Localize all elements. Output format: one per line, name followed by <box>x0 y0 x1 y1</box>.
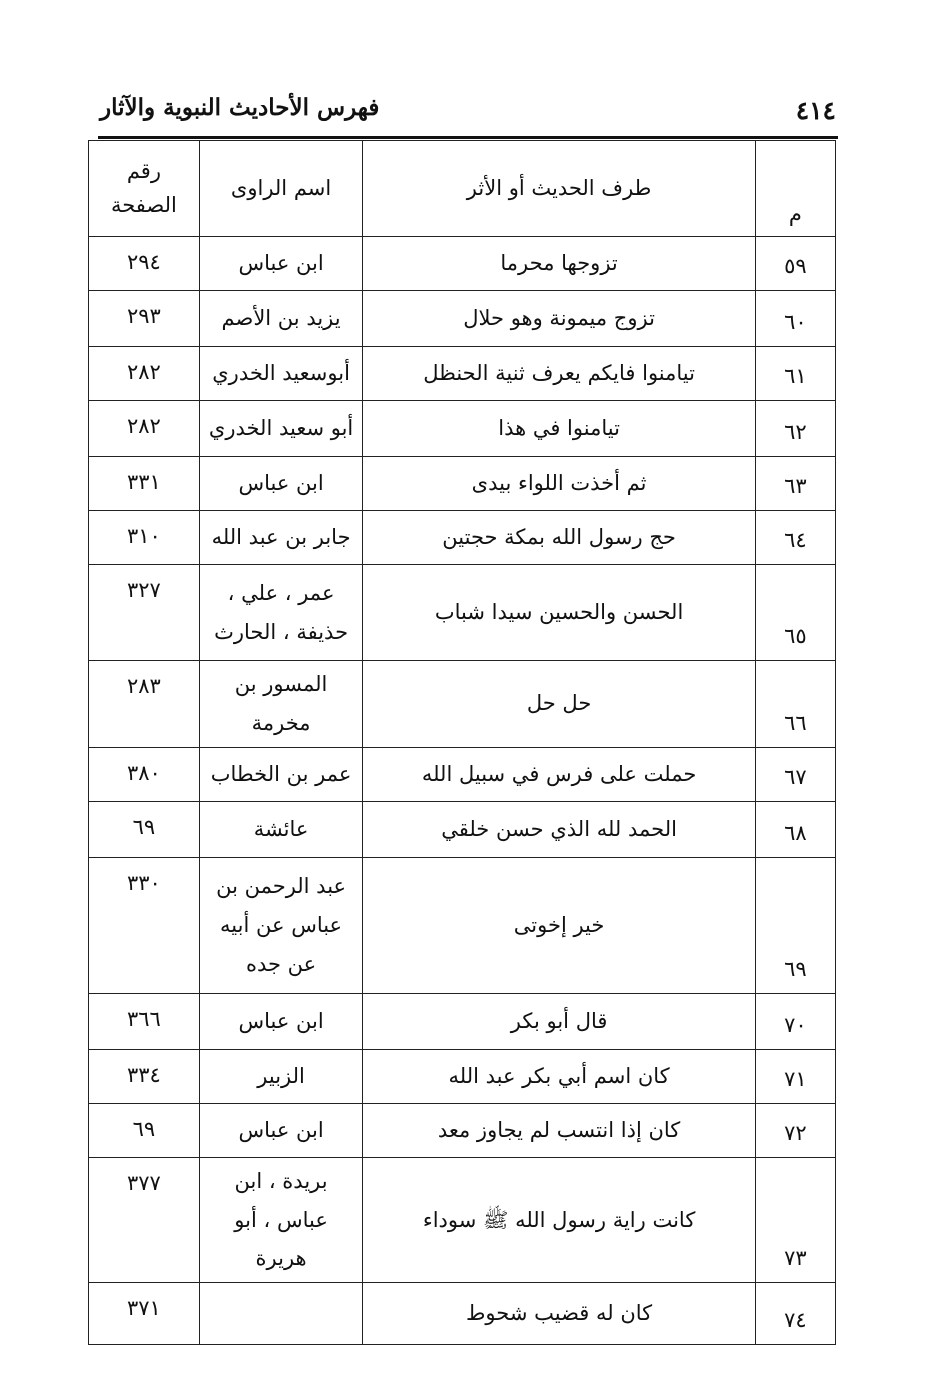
narrator-name: المسور بن مخرمة <box>199 661 363 748</box>
narrator-name: عبد الرحمن بن عباس عن أبيه عن جده <box>199 857 363 993</box>
page-ref: ٣٣٠ <box>89 857 200 993</box>
page-ref: ٣٧١ <box>89 1283 200 1345</box>
page-ref: ٣٧٧ <box>89 1157 200 1283</box>
table-row <box>89 993 836 1049</box>
page-header <box>88 88 836 132</box>
hadith-text: كانت راية رسول الله ﷺ سوداء <box>363 1157 755 1283</box>
row-number: ٧٠ <box>755 993 835 1049</box>
table-row <box>89 457 836 511</box>
narrator-name: ابن عباس <box>199 237 363 291</box>
row-number: ٧١ <box>755 1049 835 1103</box>
page-ref: ٢٩٤ <box>89 237 200 291</box>
hadith-text: الحمد لله الذي حسن خلقي <box>363 801 755 857</box>
page-ref: ٣٣١ <box>89 457 200 511</box>
table-row <box>89 661 836 748</box>
hadith-text: تيامنوا في هذا <box>363 401 755 457</box>
table-row <box>89 1283 836 1345</box>
narrator-name: بريدة ، ابن عباس ، أبو هريرة <box>199 1157 363 1283</box>
table-header-row <box>89 141 836 237</box>
narrator-name: ابن عباس <box>199 457 363 511</box>
hadith-text: قال أبو بكر <box>363 993 755 1049</box>
hadith-text: كان اسم أبي بكر عبد الله <box>363 1049 755 1103</box>
narrator-name: ابن عباس <box>199 1103 363 1157</box>
row-number: ٦٩ <box>755 857 835 993</box>
table-row <box>89 857 836 993</box>
narrator-name: أبو سعيد الخدري <box>199 401 363 457</box>
table-row <box>89 511 836 565</box>
column-header-narrator: اسم الراوى <box>199 141 363 237</box>
page-ref: ٢٩٣ <box>89 291 200 347</box>
page-ref: ٦٩ <box>89 1103 200 1157</box>
row-number: ٦٧ <box>755 747 835 801</box>
column-header-page: رقم الصفحة <box>89 141 200 237</box>
narrator-name: جابر بن عبد الله <box>199 511 363 565</box>
hadith-text: الحسن والحسين سيدا شباب <box>363 565 755 661</box>
narrator-name: عمر ، علي ، حذيفة ، الحارث <box>199 565 363 661</box>
column-header-num: م <box>755 141 835 237</box>
table-row <box>89 401 836 457</box>
page-ref: ٣٦٦ <box>89 993 200 1049</box>
hadith-text: تيامنوا فايكم يعرف ثنية الحنظل <box>363 347 755 401</box>
page-ref: ٣١٠ <box>89 511 200 565</box>
page-ref: ٣٢٧ <box>89 565 200 661</box>
row-number: ٦٨ <box>755 801 835 857</box>
hadith-index-table <box>88 140 836 1345</box>
hadith-text: كان له قضيب شحوط <box>363 1283 755 1345</box>
row-number: ٦٤ <box>755 511 835 565</box>
narrator-name: الزبير <box>199 1049 363 1103</box>
page-ref: ٦٩ <box>89 801 200 857</box>
row-number: ٧٤ <box>755 1283 835 1345</box>
running-title: فهرس الأحاديث النبوية والآثار <box>100 94 380 121</box>
row-number: ٦٢ <box>755 401 835 457</box>
hadith-text: تزوجها محرما <box>363 237 755 291</box>
row-number: ٥٩ <box>755 237 835 291</box>
page-ref: ٢٨٣ <box>89 661 200 748</box>
hadith-text: ثم أخذت اللواء بيدى <box>363 457 755 511</box>
narrator-name <box>199 1283 363 1345</box>
row-number: ٦٣ <box>755 457 835 511</box>
page-number: ٤١٤ <box>795 96 836 125</box>
table-row <box>89 1049 836 1103</box>
page-ref: ٣٨٠ <box>89 747 200 801</box>
narrator-name: عمر بن الخطاب <box>199 747 363 801</box>
hadith-text: حج رسول الله بمكة حجتين <box>363 511 755 565</box>
table-row <box>89 801 836 857</box>
table-row <box>89 1103 836 1157</box>
narrator-name: يزيد بن الأصم <box>199 291 363 347</box>
page-ref: ٢٨٢ <box>89 401 200 457</box>
row-number: ٦١ <box>755 347 835 401</box>
column-header-hadith: طرف الحديث أو الأثر <box>363 141 755 237</box>
header-divider <box>98 136 838 139</box>
hadith-text: خير إخوتى <box>363 857 755 993</box>
row-number: ٧٢ <box>755 1103 835 1157</box>
table-row <box>89 237 836 291</box>
hadith-text: حملت على فرس في سبيل الله <box>363 747 755 801</box>
hadith-text: كان إذا انتسب لم يجاوز معد <box>363 1103 755 1157</box>
page-ref: ٢٨٢ <box>89 347 200 401</box>
table-row <box>89 747 836 801</box>
row-number: ٦٠ <box>755 291 835 347</box>
table-row <box>89 291 836 347</box>
table-body <box>89 237 836 1345</box>
page-ref: ٣٣٤ <box>89 1049 200 1103</box>
row-number: ٦٦ <box>755 661 835 748</box>
table-row <box>89 1157 836 1283</box>
hadith-text: حل حل <box>363 661 755 748</box>
table-row <box>89 565 836 661</box>
narrator-name: عائشة <box>199 801 363 857</box>
hadith-text: تزوج ميمونة وهو حلال <box>363 291 755 347</box>
narrator-name: ابن عباس <box>199 993 363 1049</box>
table-row <box>89 347 836 401</box>
row-number: ٧٣ <box>755 1157 835 1283</box>
row-number: ٦٥ <box>755 565 835 661</box>
narrator-name: أبوسعيد الخدري <box>199 347 363 401</box>
